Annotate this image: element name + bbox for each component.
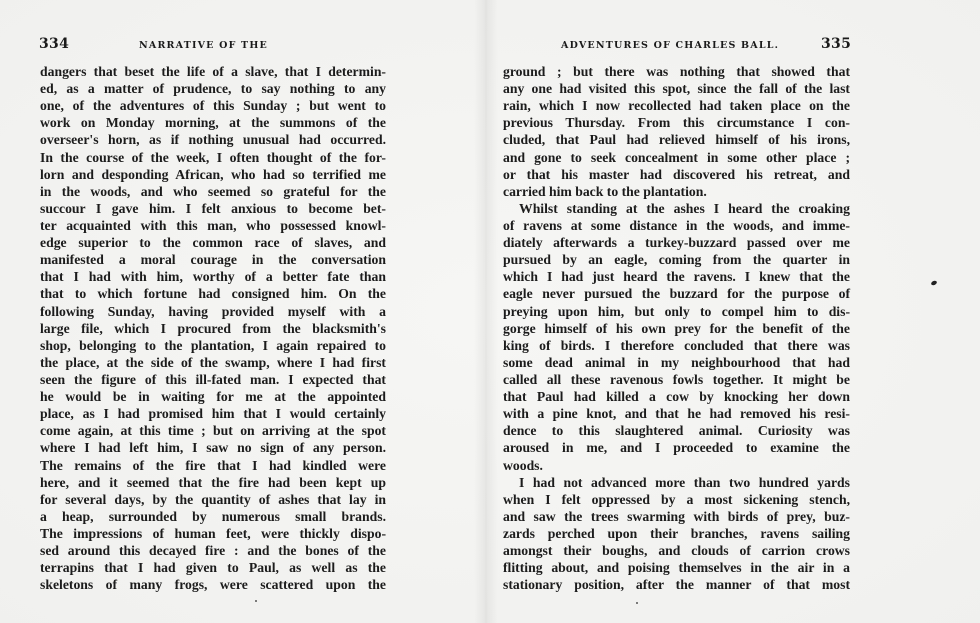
text-line: ground ; but there was nothing that showed that [503, 64, 850, 79]
text-line: gorge himself of his own prey for the benefit of the [503, 320, 850, 336]
text-line: pursued by an eagle, coming from the quarter in [503, 252, 850, 268]
text-line: dangers that beset the life of a slave, that I determin- [40, 64, 386, 79]
text-line: here, and it seemed that the fire had been kept up [40, 474, 386, 490]
right-running-title: ADVENTURES OF CHARLES BALL. [561, 40, 780, 51]
text-line: previous Thursday. From this circumstance I con- [503, 115, 850, 131]
right-page-number: 335 [821, 36, 852, 52]
text-line: rain, which I now recollected had taken place on the [503, 98, 850, 114]
text-line: eagle never pursued the buzzard for the purpose of [503, 286, 850, 302]
text-line: following Sunday, having provided myself with a [40, 303, 386, 319]
text-line: king of birds. I therefore concluded that there was [503, 337, 850, 353]
text-line: that to which fortune had consigned him. On the [40, 286, 386, 302]
text-line: seen the figure of this ill-fated man. I expected that [40, 371, 386, 387]
text-line: amongst their boughs, and clouds of carrion crows [503, 543, 850, 559]
text-line: when I felt oppressed by a most sickening stench, [503, 491, 850, 507]
text-line: zards perched upon their branches, ravens sailing [503, 525, 850, 541]
left-page [0, 0, 480, 623]
right-page [490, 0, 980, 623]
text-line: I had not advanced more than two hundred yards [519, 474, 850, 490]
text-line: and saw the trees swarming with birds of prey, buz- [503, 508, 850, 524]
text-line: with a pine knot, and that he had removed his resi- [503, 406, 850, 422]
text-line: ed, as a matter of prudence, to say nothing to any [40, 81, 386, 97]
right-page-text [503, 63, 850, 593]
text-line: preying upon him, but only to compel him to dis- [503, 303, 850, 319]
text-line: he would be in waiting for me at the appointed [40, 389, 386, 405]
text-line: the place, at the side of the swamp, where I had first [40, 354, 386, 370]
text-line: stationary position, after the manner of that most [503, 577, 850, 593]
text-line: some dead animal in my neighbourhood that had [503, 354, 850, 370]
text-line: of ravens at some distance in the woods, and imme- [503, 217, 850, 233]
scan-speck [636, 602, 638, 604]
text-line: work on Monday morning, at the summons of the [40, 115, 386, 131]
text-line: succour I gave him. I felt anxious to become bet- [40, 200, 386, 216]
text-line: diately afterwards a turkey-buzzard passed over me [503, 235, 850, 251]
text-line: any one had visited this spot, since the fall of the last [503, 81, 850, 97]
text-line: In the course of the week, I often thought of the for- [40, 149, 386, 165]
text-line: The impressions of human feet, were thickly dispo- [40, 525, 386, 541]
text-line: carried him back to the plantation. [503, 183, 707, 199]
text-line: edge superior to the common race of slaves, and [40, 235, 386, 251]
left-page-text [40, 63, 386, 593]
text-line: a heap, surrounded by numerous small brands. [40, 508, 386, 524]
text-line: one, of the adventures of this Sunday ; but went to [40, 98, 386, 114]
text-line: cluded, that Paul had relieved himself of his irons, [503, 132, 850, 148]
text-line: shop, belonging to the plantation, I again repaired to [40, 337, 386, 353]
text-line: lorn and desponding African, who had so terrified me [40, 166, 386, 182]
text-line: overseer's horn, as if nothing unusual had occurred. [40, 132, 386, 148]
text-line: that I had with him, worthy of a better fate than [40, 269, 386, 285]
text-line: manifested a moral courage in the conversation [40, 252, 386, 268]
text-line: woods. [503, 457, 543, 473]
text-line: and gone to seek concealment in some other place ; [503, 149, 850, 165]
text-line: come again, at this time ; but on arriving at the spot [40, 423, 386, 439]
left-page-number: 334 [39, 36, 70, 52]
text-line: flitting about, and poising themselves in the air in a [503, 560, 850, 576]
text-line: terrapins that I had given to Paul, as well as the [40, 560, 386, 576]
text-line: which I had just heard the ravens. I knew that the [503, 269, 850, 285]
text-line: aroused in me, and I proceeded to examine the [503, 440, 850, 456]
text-line: that Paul had killed a cow by knocking her down [503, 389, 850, 405]
text-line: Whilst standing at the ashes I heard the croaking [519, 200, 850, 216]
left-running-title: NARRATIVE OF THE [139, 40, 268, 51]
scan-speck [255, 600, 257, 602]
text-line: skeletons of many frogs, were scattered upon the [40, 577, 386, 593]
text-line: large file, which I procured from the blacksmith's [40, 320, 386, 336]
text-line: where I had left him, I saw no sign of any person. [40, 440, 386, 456]
text-line: The remains of the fire that I had kindled were [40, 457, 386, 473]
text-line: in the woods, and who seemed so grateful for the [40, 183, 386, 199]
text-line: for several days, by the quantity of ashes that lay in [40, 491, 386, 507]
text-line: dence to this slaughtered animal. Curiosity was [503, 423, 850, 439]
text-line: sed around this decayed fire : and the bones of the [40, 543, 386, 559]
text-line: ter acquainted with this man, who possessed knowl- [40, 217, 386, 233]
text-line: place, as I had promised him that I would certainly [40, 406, 386, 422]
text-line: called all these ravenous fowls together. It might be [503, 371, 850, 387]
text-line: or that his master had discovered his retreat, and [503, 166, 850, 182]
